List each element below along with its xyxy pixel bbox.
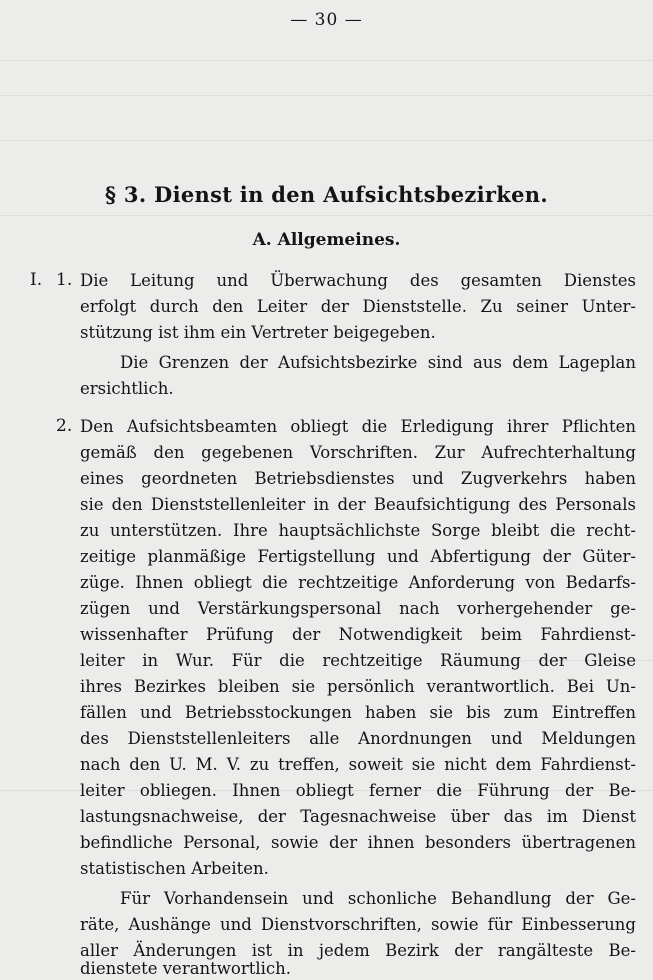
item-1-para2-line: Die Grenzen der Aufsichtsbezirke sind aus dem Lageplan	[120, 353, 636, 372]
item-2-line: leiter obliegen. Ihnen obliegt ferner die Führung der Be-	[80, 781, 636, 800]
item-2-para2-line: Für Vorhandensein und schonliche Behandlung der Ge-	[120, 889, 636, 908]
item-2-line: sie den Dienststellenleiter in der Beaufsichtigung des Personals	[80, 495, 636, 514]
item-2-line: zu unterstützen. Ihre hauptsächlichste Sorge bleibt die recht-	[80, 521, 636, 540]
item-1-para2-line: ersichtlich.	[80, 379, 174, 398]
item-2-line: eines geordneten Betriebsdienstes und Zugverkehrs haben	[80, 469, 636, 488]
item-2-line: befindliche Personal, sowie der ihnen besonders übertragenen	[80, 833, 636, 852]
roman-numeral-label: I.	[30, 270, 43, 290]
item-1-line: Die Leitung und Überwachung des gesamten Dienstes	[80, 271, 636, 290]
page-number: — 30 —	[290, 10, 363, 30]
item-2-line: züge. Ihnen obliegt die rechtzeitige Anforderung von Bedarfs-	[80, 573, 636, 592]
subsection-title: A. Allgemeines.	[252, 230, 401, 250]
item-1-number: 1.	[56, 270, 73, 290]
item-2-line: ihres Bezirkes bleiben sie persönlich verantwortlich. Bei Un-	[80, 677, 636, 696]
item-2-para2-line: räte, Aushänge und Dienstvorschriften, sowie für Einbesserung	[80, 915, 636, 934]
item-1-line: erfolgt durch den Leiter der Dienststelle. Zu seiner Unter-	[80, 297, 636, 316]
item-2-line: lastungsnachweise, der Tagesnachweise über das im Dienst	[80, 807, 636, 826]
item-2-line: wissenhafter Prüfung der Notwendigkeit beim Fahrdienst-	[80, 625, 636, 644]
item-2-line: zeitige planmäßige Fertigstellung und Abfertigung der Güter-	[80, 547, 636, 566]
item-2-line: des Dienststellenleiters alle Anordnungen und Meldungen	[80, 729, 636, 748]
item-2-line: leiter in Wur. Für die rechtzeitige Räumung der Gleise	[80, 651, 636, 670]
item-2-para2-line: aller Änderungen ist in jedem Bezirk der rangälteste Be-	[80, 941, 636, 960]
item-2-line: statistischen Arbeiten.	[80, 859, 269, 878]
item-2-line: fällen und Betriebsstockungen haben sie bis zum Eintreffen	[80, 703, 636, 722]
item-2-line: zügen und Verstärkungspersonal nach vorhergehender ge-	[80, 599, 636, 618]
item-1-line: stützung ist ihm ein Vertreter beigegeben.	[80, 323, 436, 342]
item-2-line: nach den U. M. V. zu treffen, soweit sie nicht dem Fahrdienst-	[80, 755, 636, 774]
section-title: § 3. Dienst in den Aufsichtsbezirken.	[105, 182, 548, 207]
item-2-number: 2.	[56, 416, 73, 436]
item-2-para2-line: dienstete verantwortlich.	[80, 959, 292, 978]
item-2-line: gemäß den gegebenen Vorschriften. Zur Aufrechterhaltung	[80, 443, 636, 462]
item-2-line: Den Aufsichtsbeamten obliegt die Erledigung ihrer Pflichten	[80, 417, 636, 436]
